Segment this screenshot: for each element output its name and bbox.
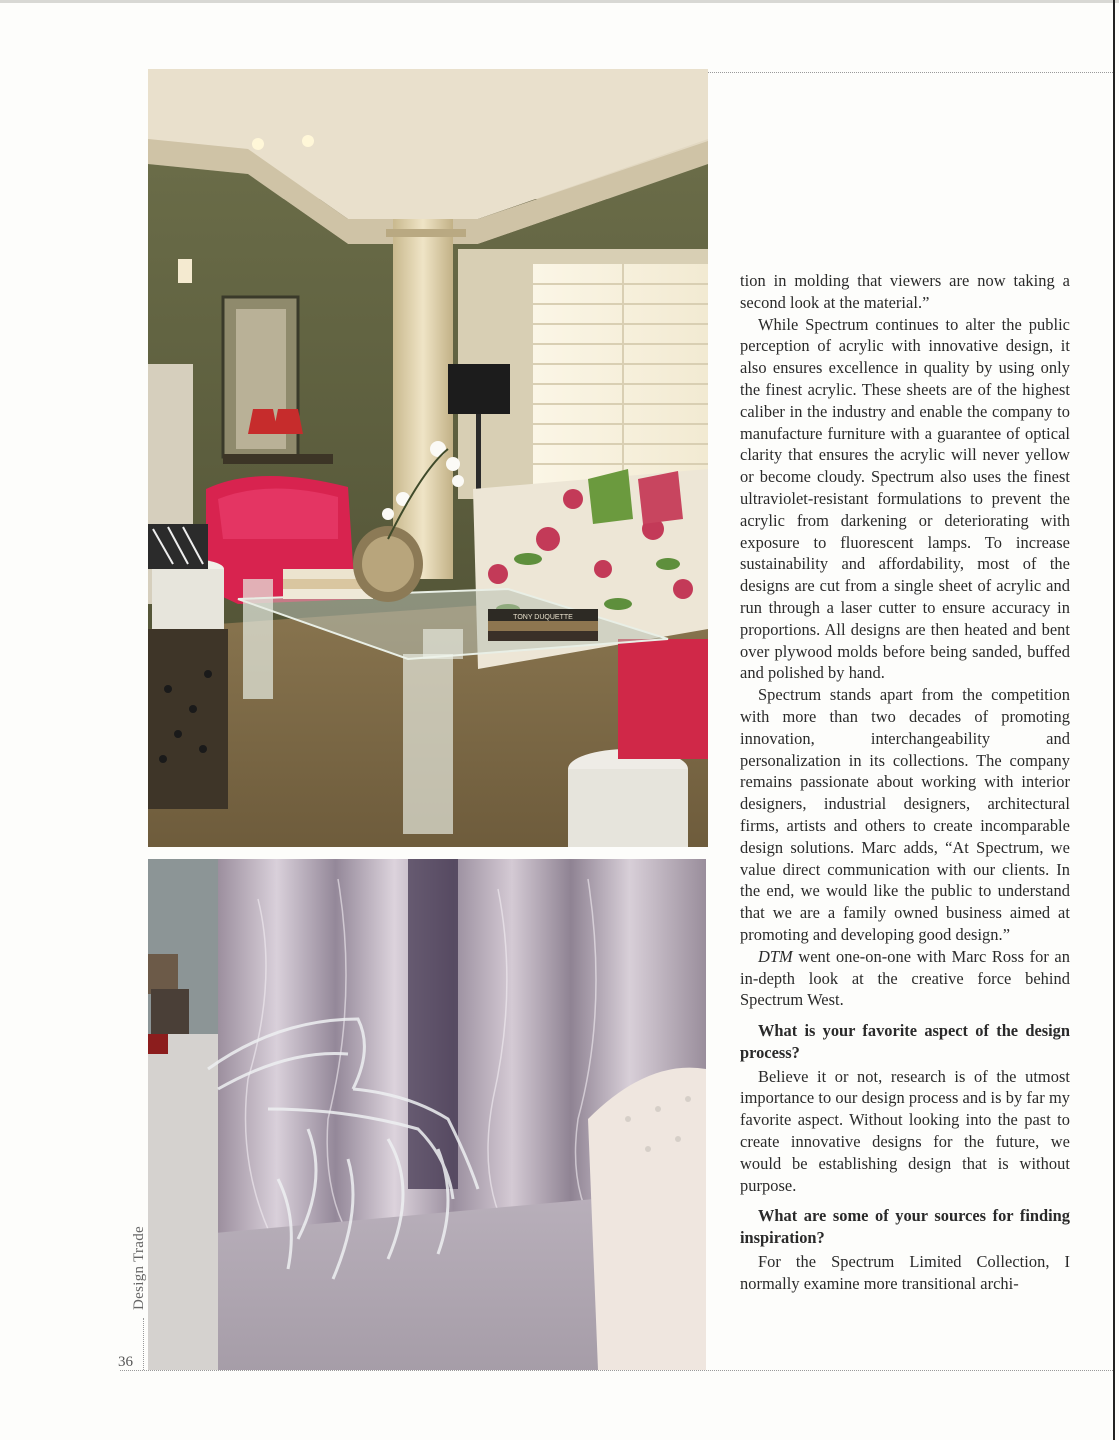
publication-name: Design Trade (131, 1225, 147, 1310)
dtm-sentence: went one-on-one with Marc Ross for an in-depth look at the creative force behind Spectrum West. (740, 946, 1070, 1010)
interview-question: What is your favorite aspect of the design process? (740, 1021, 1070, 1062)
top-dotted-rule (708, 72, 1113, 73)
interview-answer: For the Spectrum Limited Collection, I normally examine more transitional archi- (740, 1252, 1070, 1293)
article-paragraph: While Spectrum continues to alter the public perception of acrylic with innovative design, it also ensures excellence in quality by using only the finest acrylic. These sheets are of the highest caliber in the industry and enable the company to manufacture furniture with a guarantee of optical clarity that ensures the acrylic will never yellow or become cloudy. Spectrum also uses the finest ultraviolet-resistant formulations to prevent the acrylic from darkening or deteriorating with exposure to fluorescent lamps. To increase sustainability and affordability, most of the designs are cut from a single sheet of acrylic and run through a laser cutter to ensure accuracy in proportions. All designs are then heated and bent over plywood molds before being sanded, buffed and polished by hand. (740, 314, 1070, 683)
page-number: 36 (118, 1354, 133, 1370)
article-body (740, 270, 1070, 1295)
living-room-photo (148, 69, 708, 847)
left-dotted-rule (143, 1318, 144, 1370)
page-edge (1113, 0, 1115, 1440)
bedroom-photo (148, 859, 706, 1370)
top-edge-rule (0, 0, 1119, 3)
dtm-abbreviation: DTM (758, 946, 793, 966)
article-paragraph: tion in molding that viewers are now taking a second look at the material.” (740, 271, 1070, 312)
interview-question: What are some of your sources for finding inspiration? (740, 1206, 1070, 1248)
bottom-dotted-rule (120, 1370, 1113, 1371)
article-paragraph: Spectrum stands apart from the competition with more than two decades of promoting innovation, interchangeability and personalization in its collections. The company remains passionate about working with interior designers, industrial designers, architectural firms, artists and others to create incomparable design solutions. Marc adds, “At Spectrum, we value direct communication with our clients. In the end, we would like the public to understand that we are a family owned business aimed at promoting and developing good design.” (740, 685, 1070, 944)
book-spine-text: TONY DUQUETTE (513, 614, 573, 621)
interview-answer: Believe it or not, research is of the utmost importance to our design process and is by far my favorite aspect. Without looking into the past to create innovative designs for the future, we would be establishing design that is without purpose. (740, 1066, 1070, 1195)
article-paragraph-dtm (740, 946, 1070, 1011)
